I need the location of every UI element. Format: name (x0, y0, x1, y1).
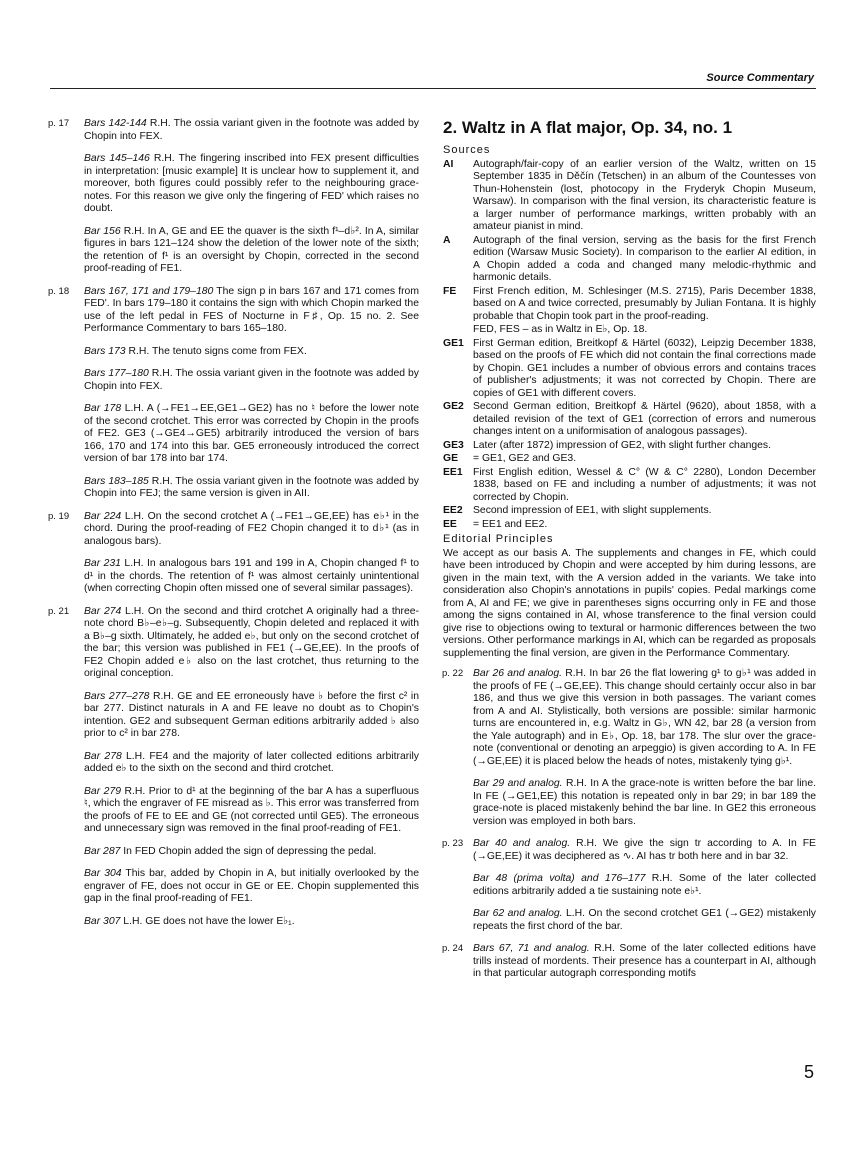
commentary-entry (442, 668, 816, 768)
bar-reference: Bar 307 (84, 915, 121, 927)
commentary-entry (48, 118, 419, 143)
entry-text: R.H. Some of the later collected editions arbitrarily added a tie sustaining note e♭¹. (473, 873, 816, 897)
page-reference: p. 19 (48, 510, 70, 522)
commentary-entry (84, 476, 419, 501)
page-reference: p. 17 (48, 118, 70, 129)
commentary-entry (84, 786, 419, 836)
commentary-entry (84, 691, 419, 741)
bar-reference: Bar 279 (84, 785, 122, 797)
page-reference: p. 24 (442, 943, 464, 954)
source-description: Autograph of the final version, serving as the basis for the first French edition (Warsaw Music Society). In comparison to the earlier AI edition, in A Chopin added a coda and changed many melodic-rhythmic and harmonic details. (473, 234, 816, 283)
source-item (443, 453, 816, 466)
source-item (443, 159, 816, 234)
bar-reference: Bars 177–180 (84, 368, 149, 379)
bar-reference: Bars 173 (84, 345, 126, 357)
commentary-entry (48, 285, 419, 336)
bar-reference: Bar 48 (prima volta) and 176–177 (473, 873, 646, 884)
page-reference: p. 21 (48, 605, 70, 617)
running-header: Source Commentary (706, 72, 814, 84)
source-siglum: EE2 (443, 505, 463, 516)
bar-reference: Bar 278 (84, 750, 122, 762)
bar-reference: Bars 277–278 (84, 690, 150, 702)
commentary-entry (48, 605, 419, 681)
source-description: FED, FES – as in Waltz in E♭, Op. 18. (473, 324, 648, 335)
bar-reference: Bar 40 and analog. (473, 838, 571, 849)
commentary-entry (473, 873, 816, 898)
source-siglum: FE (443, 285, 457, 297)
source-description: = EE1 and EE2. (473, 518, 548, 530)
entry-text: R.H. The fingering inscribed into FEX present difficulties in interpretation: [music example] It is unclear how to supplement it, and moreover, both figures could possibly refer to the neighbouring grace-notes. For this reason we give only the fingering of FED' which raises no doubt. (84, 153, 419, 214)
page-reference: p. 22 (442, 668, 464, 679)
sources-heading: Sources (443, 144, 491, 156)
entry-text: R.H. GE and EE erroneously have ♭ before the first c² in bar 277. Distinct naturals in A and FE leave no doubt as to Chopin's intention. GE2 and subsequent German editions arbitrarily added ♭ also prior to c² in bar 278. (84, 690, 420, 739)
right-column (443, 118, 816, 991)
source-siglum (443, 324, 473, 337)
bar-reference: Bars 67, 71 and analog. (473, 943, 590, 954)
entry-text: R.H. In A the grace-note is written before the bar line. In FE (→GE1,EE) this notation is repeated only in bar 29; in bar 189 the grace-note is placed mistakenly behind the bar line. In GE2 this erroneous version was employed in both bars. (473, 778, 816, 827)
entry-text: This bar, added by Chopin in A, but initially overlooked by the engraver of FE, does not occur in GE or EE. Chopin supplemented this gap in the final proof-reading of FE1. (84, 868, 419, 904)
entry-text: L.H. On the second crotchet A (→FE1→GE,EE) has e♭¹ in the chord. During the proof-reading of FE2 Chopin changed it to d♭¹ (as in analogous bars). (84, 510, 419, 547)
bar-reference: Bar 62 and analog. (473, 908, 563, 919)
section-title: 2. Waltz in A flat major, Op. 34, no. 1 (443, 118, 733, 137)
bar-reference: Bar 304 (84, 868, 122, 879)
bar-reference: Bars 167, 171 and 179–180 (84, 285, 214, 297)
source-siglum: GE1 (443, 337, 464, 349)
entry-text: In FED Chopin added the sign of depressing the pedal. (120, 845, 377, 857)
entry-text: L.H. In analogous bars 191 and 199 in A, Chopin changed f¹ to d¹ in the chords. The retention of f¹ was almost certainly unintentional (when correcting Chopin often missed one of several similar passages). (84, 558, 419, 594)
commentary-entry (84, 346, 419, 359)
commentary-entry (48, 510, 419, 549)
editorial-text: We accept as our basis A. The supplements and changes in FE, which could have been introduced by Chopin and were accepted by him during lessons, are given in the main text, with the A version added in the variants. We take into consideration also Chopin's annotations in pupils' copies. Pedal markings come from A, AI and FE; we give in parentheses signs occurring only in FE and those among the signs contained in AI, whose transference to the final version could give rise to objections owing to textural or harmonic differences between the two versions. Other performance markings in AI, which can be regarded as proposals supplementing the final version, are given in the Performance Commentary. (443, 547, 816, 659)
entry-text: R.H. In bar 26 the flat lowering g¹ to g♭¹ was added in the proofs of FE (→GE,EE). This change should certainly occur also in bar 186, and thus we give this version in both passages. The variant comes from A and AI. Stylistically, both versions are possible: similar harmonic turns are encountered in, e.g. Waltz in G♭, WN 42, bar 28 (a version from the Yale autograph) and in E♭, Op. 18, bar 178. The slur over the grace-note (conventional or denoting an arpeggio) is given according to A. In FE (→GE,EE) it is placed below the heads of notes, mistakenly tying g♭¹. (473, 668, 816, 767)
source-item (443, 467, 816, 505)
entry-text: L.H. On the second and third crotchet A originally had a three-note chord B♭–e♭–g. Subsequently, Chopin deleted and replaced it with a B♭–g sixth. Ultimately, he added e♭, but only on the second crotchet of the bar; this version was published in FE1 (→GE,EE). In the proofs of FE2 Chopin added e♭ also on the last crotchet, thus returning to the original conception. (84, 605, 419, 679)
page-number: 5 (803, 1062, 814, 1082)
commentary-entry (84, 226, 419, 276)
source-item (443, 519, 816, 532)
entry-text: L.H. A (→FE1→EE,GE1→GE2) has no ♮ before the lower note of the second crotchet. This error was corrected by Chopin in the proofs of FE2. GE3 (→GE4→GE5) arbitrarily introduced the version of bars 166, 170 and 174 into this bar. GE5 erroneously introduced the correct version of bar 178 into bar 174. (84, 403, 420, 464)
bar-reference: Bar 274 (84, 605, 122, 617)
bar-reference: Bar 26 and analog. (473, 668, 562, 679)
commentary-entry (442, 838, 816, 863)
source-siglum: GE2 (443, 401, 464, 412)
commentary-entry (84, 846, 419, 859)
commentary-entry (473, 778, 816, 828)
source-siglum: EE (443, 518, 457, 530)
commentary-entry (84, 751, 419, 776)
right-entries (443, 668, 816, 981)
source-item (443, 505, 816, 518)
commentary-entry (473, 908, 816, 933)
entry-text: R.H. Some of the later collected editions have trills instead of mordents. Their presence has a counterpart in AI, although in that particular autograph corresponding motifs (473, 943, 817, 979)
commentary-entry (84, 868, 419, 906)
commentary-entry (84, 916, 419, 929)
bar-reference: Bar 178 (84, 403, 122, 414)
editorial-heading: Editorial Principles (443, 533, 554, 545)
source-description: Autograph/fair-copy of an earlier version of the Waltz, written on 15 September 1835 in Děčín (Tetschen) in an album of the Countesses von Thun-Hohenstein (lost, photocopy in the Fryderyk Chopin Museum, Warsaw). In comparison with the final version, its characteristic feature is a larger number of performance markings, written probably with an amateur pianist in mind. (473, 158, 816, 232)
commentary-entry (84, 368, 419, 393)
entry-text: L.H. FE4 and the majority of later collected editions arbitrarily added e♭ to the sixth on the second and third crotchet. (84, 750, 419, 774)
bar-reference: Bar 29 and analog. (473, 778, 563, 789)
source-description: Second impression of EE1, with slight supplements. (473, 505, 712, 516)
entry-text: R.H. The tenuto signs come from FEX. (125, 345, 307, 357)
commentary-entry (442, 943, 817, 981)
source-siglum: EE1 (443, 466, 463, 478)
source-siglum: A (443, 234, 451, 246)
source-siglum: GE (443, 453, 459, 464)
source-item (443, 401, 816, 439)
header-rule (50, 88, 816, 89)
source-description: First French edition, M. Schlesinger (M.S. 2715), Paris December 1838, based on A and twice corrected, presumably by Julian Fontana. It is highly probable that Chopin took part in the proof-reading. (473, 285, 816, 322)
source-item (443, 338, 816, 401)
page-reference: p. 23 (442, 838, 464, 849)
bar-reference: Bar 231 (84, 558, 121, 569)
entry-text: R.H. Prior to d¹ at the beginning of the bar A has a superfluous ♮, which the engraver of FE misread as ♭. This error was transferred from the proofs of FE to EE and GE (not corrected until GE5). The erroneous and unnecessary sign was removed in the final proof-reading of FE1. (84, 785, 419, 834)
entry-text: R.H. The ossia variant given in the footnote was added by Chopin into FEX. (84, 118, 419, 142)
left-column (48, 118, 420, 938)
entry-text: R.H. We give the sign tr according to A. In FE (→GE,EE) it was deciphered as ∿. AI has tr both here and in bar 32. (473, 838, 816, 862)
bar-reference: Bars 183–185 (84, 475, 149, 487)
source-description: Second German edition, Breitkopf & Härtel (9620), about 1858, with a detailed revision of the text of GE1 (correction of errors and numerous changes intent on a uniformisation of analogous passages). (473, 401, 816, 437)
entry-text: L.H. On the second crotchet GE1 (→GE2) mistakenly repeats the first chord of the bar. (473, 908, 816, 932)
bar-reference: Bars 142-144 (84, 118, 147, 129)
commentary-entry (84, 403, 419, 466)
source-item (443, 286, 816, 324)
source-item (443, 440, 816, 453)
commentary-entry (84, 153, 419, 216)
entry-text: R.H. The ossia variant given in the footnote was added by Chopin into FEX. (84, 368, 419, 392)
source-siglum: GE3 (443, 439, 464, 451)
source-item (443, 235, 816, 285)
entry-text: The sign p in bars 167 and 171 comes from FED'. In bars 179–180 it contains the sign with which Chopin marked the use of the left pedal in FES of Nocturne in F♯, Op. 15 no. 2. See Performance Commentary to bars 165–180. (84, 285, 419, 334)
sources-list (443, 159, 816, 532)
entry-text: R.H. In A, GE and EE the quaver is the sixth f¹–d♭². In A, similar figures in bars 121–124 show the deletion of the lower note of the sixth; the retention of f¹ is an oversight by Chopin, corrected in the second proof-reading of FE1. (84, 225, 419, 274)
entry-text: L.H. GE does not have the lower E♭₁. (120, 915, 295, 927)
source-description: Later (after 1872) impression of GE2, with slight further changes. (473, 439, 772, 451)
source-item (443, 324, 816, 337)
source-description: First German edition, Breitkopf & Härtel (6032), Leipzig December 1838, based on the proofs of FE which did not contain the final corrections made by Chopin. GE1 includes a number of obvious errors and contains traces of publisher's adjustments; it was not corrected by Chopin. There are copies of GE1 with different covers. (473, 337, 816, 399)
bar-reference: Bar 287 (84, 845, 121, 857)
source-description: = GE1, GE2 and GE3. (473, 453, 577, 464)
bar-reference: Bar 156 (84, 225, 121, 237)
page-reference: p. 18 (48, 285, 70, 297)
bar-reference: Bars 145–146 (84, 153, 150, 164)
bar-reference: Bar 224 (84, 510, 122, 522)
source-description: First English edition, Wessel & C° (W & C° 2280), London December 1838, based on FE and including a number of adjustments; it was not corrected by Chopin. (473, 466, 816, 503)
commentary-entry (84, 558, 419, 596)
source-siglum: AI (443, 158, 454, 170)
entry-text: R.H. The ossia variant given in the footnote was added by Chopin into FEJ; the same version is given in AII. (84, 475, 419, 499)
